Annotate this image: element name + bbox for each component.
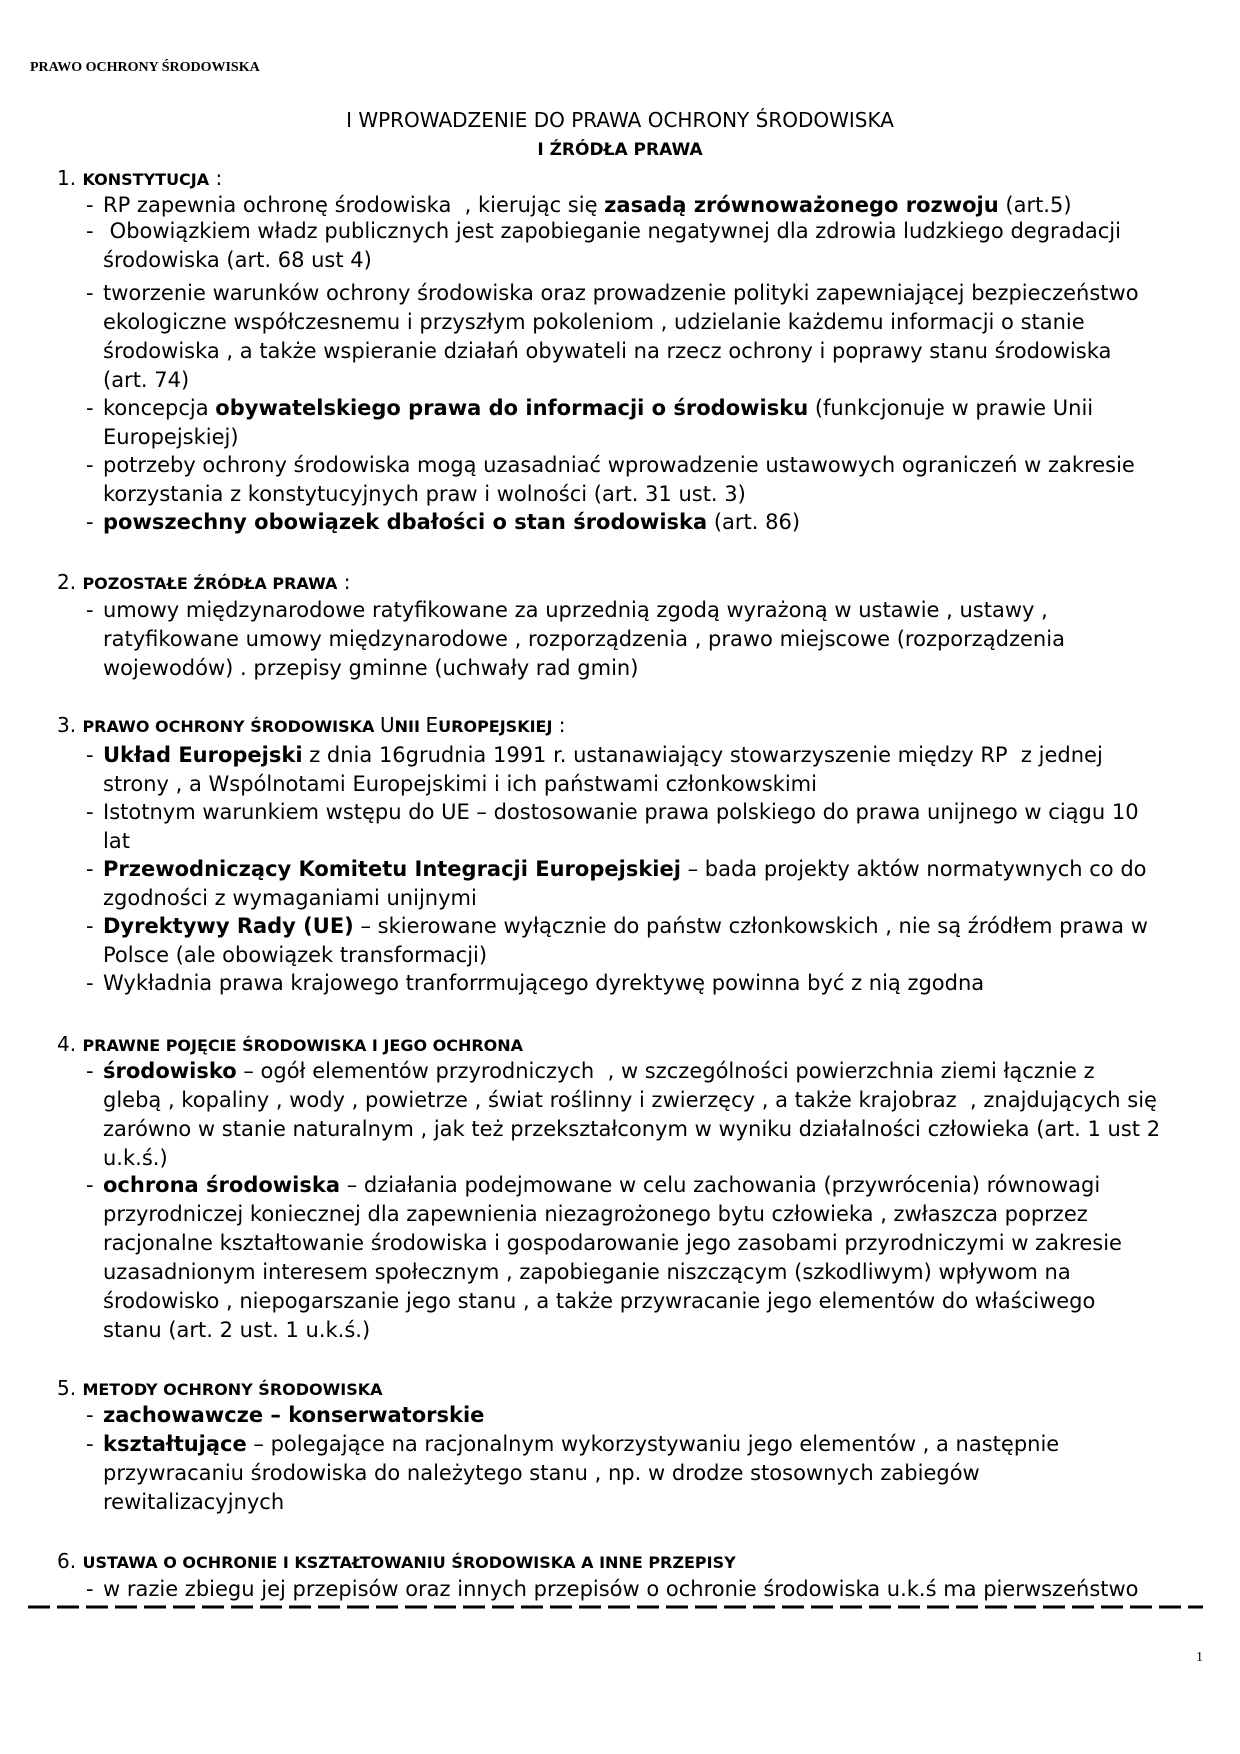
section-number: 2. (57, 570, 77, 594)
list-item: - Dyrektywy Rady (UE) – skierowane wyłącznie do państw członkowskich , nie są źródłem prawa w Polsce (ale obowiązek transformacji) (86, 914, 1148, 967)
list-item: - zachowawcze – konserwatorskie (86, 1403, 485, 1427)
section-name: KONSTYTUCJA (82, 170, 210, 189)
list-item: - Układ Europejski z dnia 16grudnia 1991 r. ustanawiający stowarzyszenie między RP z jednej strony , a Wspólnotami Europejskimi i ich państwami członkowskimi (86, 743, 1103, 796)
section-1-heading (57, 166, 222, 190)
page-number: 1 (1196, 1650, 1203, 1665)
list-item: - tworzenie warunków ochrony środowiska oraz prowadzenie polityki zapewniającej bezpieczeństwo ekologiczne współczesnemu i przyszłym pokoleniom , udzielanie każdemu informacji o stanie środowiska , a także wspieranie działań obywateli na rzecz ochrony i poprawy stanu środowiska (art. 74) (86, 281, 1139, 392)
section-number: 6. (57, 1549, 77, 1573)
section-number: 4. (57, 1032, 77, 1056)
section-5-heading (57, 1376, 383, 1400)
section-colon: : (337, 570, 351, 594)
list-item: - potrzeby ochrony środowiska mogą uzasadniać wprowadzenie ustawowych ograniczeń w zakresie korzystania z konstytucyjnych praw i wolności (art. 31 ust. 3) (86, 453, 1135, 506)
main-title: I WPROWADZENIE DO PRAWA OCHRONY ŚRODOWISKA (346, 108, 894, 132)
section-3-heading (57, 713, 566, 737)
dashed-separator (28, 1605, 1203, 1609)
list-item: - powszechny obowiązek dbałości o stan środowiska (art. 86) (86, 510, 801, 534)
section-name: METODY OCHRONY ŚRODOWISKA (82, 1380, 383, 1399)
list-item: - RP zapewnia ochronę środowiska , kierując się zasadą zrównoważonego rozwoju (art.5) (86, 193, 1072, 217)
section-number: 1. (57, 166, 77, 190)
section-colon: : (552, 713, 566, 737)
list-item: - kształtujące – polegające na racjonalnym wykorzystywaniu jego elementów , a następnie przywracaniu środowiska do należytego stanu , np. w drodze stosownych zabiegów rewitalizacyjnych (86, 1432, 1060, 1514)
list-item: - Obowiązkiem władz publicznych jest zapobieganie negatywnej dla zdrowia ludzkiego degradacji środowiska (art. 68 ust 4) (86, 219, 1121, 272)
section-number: 3. (57, 713, 77, 737)
list-item: - ochrona środowiska – działania podejmowane w celu zachowania (przywrócenia) równowagi przyrodniczej koniecznej dla zapewnienia niezagrożonego bytu człowieka , zwłaszcza poprzez racjonalne kształtowanie środowiska i gospodarowanie jego zasobami przyrodniczymi w zakresie uzasadnionym interesem społecznym , zapobieganie niszczącym (szkodliwym) wpływom na środowisko , niepogarszanie jego stanu , a także przywracanie jego elementów do właściwego stanu (art. 2 ust. 1 u.k.ś.) (86, 1173, 1122, 1342)
section-name: PRAWO OCHRONY ŚRODOWISKA UNII EUROPEJSKIEJ (82, 713, 553, 737)
list-item: - Przewodniczący Komitetu Integracji Europejskiej – bada projekty aktów normatywnych co do zgodności z wymaganiami unijnymi (86, 857, 1147, 910)
section-number: 5. (57, 1376, 77, 1400)
sub-title: I ŹRÓDŁA PRAWA (537, 140, 703, 160)
list-item: - koncepcja obywatelskiego prawa do informacji o środowisku (funkcjonuje w prawie Unii Europejskiej) (86, 396, 1094, 449)
section-4-heading (57, 1032, 523, 1056)
section-name: USTAWA O OCHRONIE I KSZTAŁTOWANIU ŚRODOWISKA A INNE PRZEPISY (82, 1553, 736, 1572)
list-item: - Istotnym warunkiem wstępu do UE – dostosowanie prawa polskiego do prawa unijnego w ciągu 10 lat (86, 800, 1139, 853)
section-name: POZOSTAŁE ŹRÓDŁA PRAWA (82, 574, 338, 593)
page-header: PRAWO OCHRONY ŚRODOWISKA (30, 60, 260, 75)
section-6-heading (57, 1549, 736, 1573)
list-item: - umowy międzynarodowe ratyfikowane za uprzednią zgodą wyrażoną w ustawie , ustawy , ratyfikowane umowy międzynarodowe , rozporządzenia , prawo miejscowe (rozporządzenia wojewodów) . przepisy gminne (uchwały rad gmin) (86, 598, 1065, 680)
list-item: - w razie zbiegu jej przepisów oraz innych przepisów o ochronie środowiska u.k.ś ma pierwszeństwo (86, 1577, 1139, 1601)
list-item: - środowisko – ogół elementów przyrodniczych , w szczególności powierzchnia ziemi łącznie z glebą , kopaliny , wody , powietrze , świat roślinny i zwierzęcy , a także krajobraz , znajdujących się zarówno w stanie naturalnym , jak też przekształconym w wyniku działalności człowieka (art. 1 ust 2 u.k.ś.) (86, 1059, 1161, 1170)
section-name: PRAWNE POJĘCIE ŚRODOWISKA I JEGO OCHRONA (82, 1036, 524, 1055)
section-2-heading (57, 570, 351, 594)
section-colon: : (209, 166, 223, 190)
list-item: - Wykładnia prawa krajowego tranforrmującego dyrektywę powinna być z nią zgodna (86, 971, 985, 995)
